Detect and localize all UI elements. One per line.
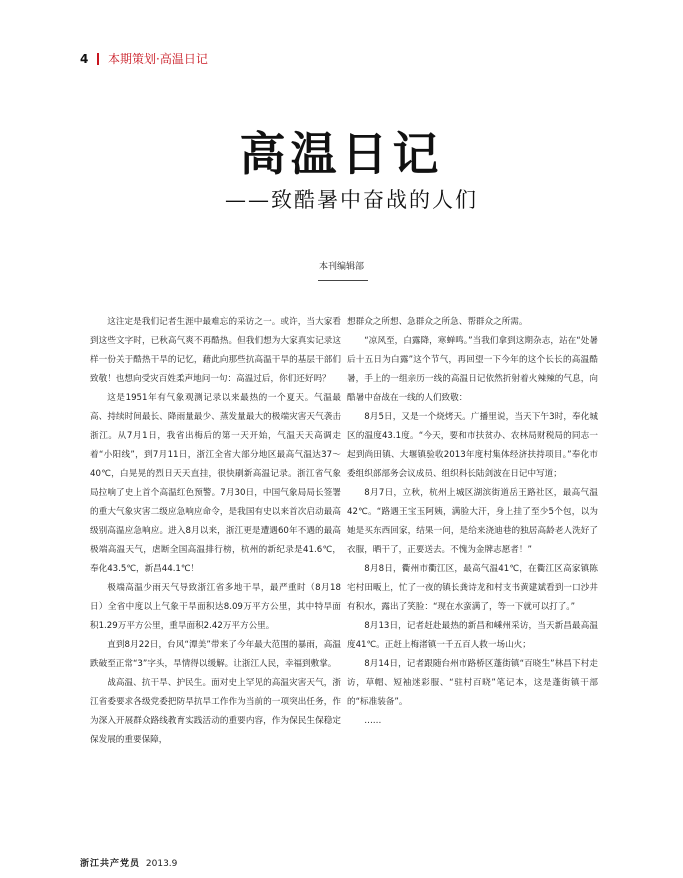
paragraph: 8月13日，记者赶赴最热的新昌和嵊州采访，当天新昌最高温度41℃。正赶上梅渚镇一千五百人救一场山火；	[347, 621, 598, 650]
paragraph: “凉风至，白露降，寒蝉鸣。”当我们拿到这期杂志，站在“处暑后十五日为白露”这个节气，再回望一下今年的这个长长的高温酷暑，手上的一组亲历一线的高温日记依然折射着火辣辣的气息，向酷暑中奋战在一线的人们致敬：	[347, 336, 598, 403]
running-header	[80, 50, 208, 67]
paragraph: 这是1951年有气象观测记录以来最热的一个夏天。气温最高、持续时间最长、降雨量最少、蒸发量最大的极端灾害天气袭击浙江。从7月1日，我省出梅后的第一天开始，气温天天高调走着“小阳线”，到7月11日，浙江全省大部分地区最高气温达37～40℃，白晃晃的烈日天天直挂，很快刷新高温记录。浙江省气象局拉响了史上首个高温红色预警。7月30日，中国气象局局长签署的重大气象灾害二级应急响应命令，是我国有史以来首次启动最高级别高温应急响应。进入8月以来，浙江更是遭遇60年不遇的最高极端高温天气，虐断全国高温排行榜，杭州的新纪录是41.6℃，奉化43.5℃，新昌44.1℃！	[90, 393, 341, 574]
paragraph: 这注定是我们记者生涯中最难忘的采访之一。或许，当大家看到这些文字时，已秋高气爽不再酷热。但我们想为大家真实记录这样一份关于酷热干旱的记忆，藉此向那些抗高温干旱的基层干部们致敬！也想向受灾百姓柔声地问一句：高温过后，你们还好吗？	[90, 317, 341, 384]
paragraph: ……	[364, 716, 382, 726]
paragraph: 极端高温少雨天气导致浙江省多地干旱，最严重时（8月18日）全省中度以上气象干旱面积达8.09万平方公里，其中特旱面积1.29万平方公里，重旱面积2.42万平方公里。	[90, 583, 341, 631]
body-column-right	[347, 313, 598, 731]
issue-date: 2013.9	[145, 859, 178, 869]
page-number: 4	[80, 52, 89, 66]
header-divider	[97, 53, 99, 65]
paragraph: 战高温、抗干旱、护民生。面对史上罕见的高温灾害天气，浙江省委要求各级党委把防旱抗旱工作作为当前的一项突出任务，作为深入开展群众路线教育实践活动的重要内容，作为保民生保稳定保发展的重要保障，	[90, 678, 341, 745]
byline: 本刊编辑部	[318, 262, 364, 272]
byline-rule	[318, 280, 368, 281]
paragraph: 8月14日，记者跟随台州市路桥区蓬街镇“百晓生”林昌下村走访，草帽、短袖迷彩服、“驻村百晓”笔记本，这是蓬街镇干部的“标准装备”。	[347, 659, 598, 707]
paragraph: 直到8月22日，台风“潭美”带来了今年最大范围的暴雨，高温跌破至正常“3”字头，旱情得以缓解。让浙江人民，幸福到敷掌。	[90, 640, 341, 669]
body-column-left	[90, 313, 341, 750]
paragraph: 8月7日，立秋，杭州上城区湖滨街道岳王路社区，最高气温42℃。“路遇王宝玉阿姨，满脸大汗，身上挂了至少5个包，以为她是买东西回家，结果一问，是给来浇迪巷的独居高龄老人洗好了衣服，晒干了，正要送去。不愧为金牌志愿者！”	[347, 488, 598, 555]
paragraph: 8月8日，衢州市衢江区，最高气温41℃，在衢江区高家镇陈宅村田畈上，忙了一夜的镇长龚诗龙和村支书黄建斌看到一口沙井有积水，露出了笑脸：“现在水蛮满了，等一下就可以打了。”	[347, 564, 598, 612]
article-title: 高温日记	[239, 127, 444, 181]
paragraph: 想群众之所想、急群众之所急、帮群众之所需。	[347, 317, 528, 327]
section-label: 本期策划·高温日记	[108, 52, 208, 66]
page-footer	[80, 856, 177, 869]
paragraph: 8月5日，又是一个烧烤天。广播里说，当天下午3时，奉化城区的温度43.1度。“今天，要和市扶贫办、农林局财税局的同志一起到尚田镇、大堰镇验收2013年度村集体经济扶持项目。”奉化市委组织部部务会议成员、组织科长陆剑波在日记中写道；	[347, 412, 598, 479]
article-subtitle: ——致酷暑中奋战的人们	[225, 188, 478, 212]
magazine-logo: 浙江共产党员	[80, 859, 141, 869]
